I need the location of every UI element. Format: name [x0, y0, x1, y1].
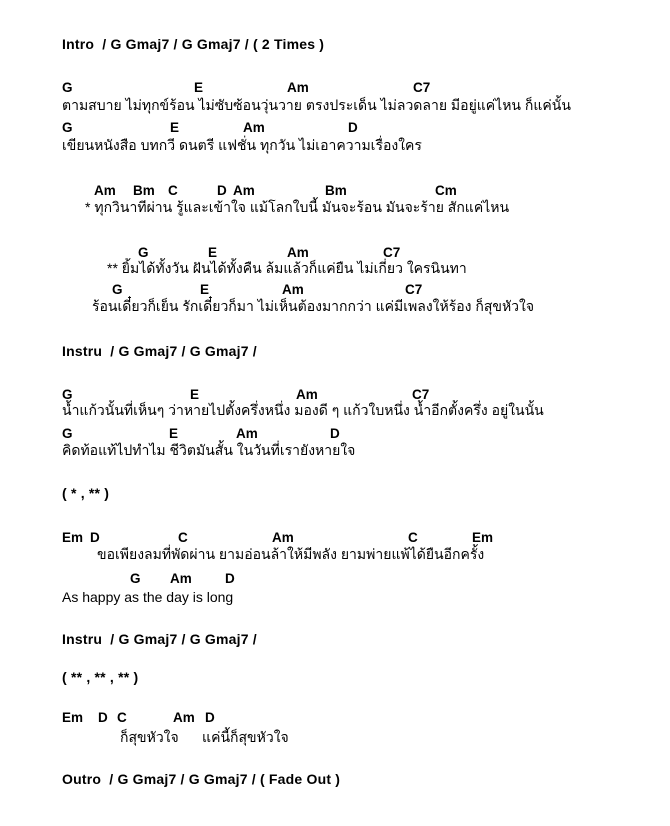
chord-em: Em [472, 530, 494, 545]
chord-d: D [330, 426, 340, 441]
chord-am: Am [296, 387, 318, 402]
chord-g: G [138, 245, 149, 260]
lyric-line: ** ยิ้มได้ทั้งวัน ฝันได้ทั้งคืน ล้มแล้วก็แค่ยืน ไม่เกี่ยว ใครนินทา [107, 260, 467, 276]
lyric-line: เขียนหนังสือ บทกวี ดนตรี แฟชั่น ทุกวัน ไม่เอาความเรื่องใคร [62, 137, 422, 153]
chord-g: G [130, 571, 141, 586]
chord-line [0, 183, 670, 199]
lyric-line: คิดท้อแท้ไปทำไม ชีวิตมันสั้น ในวันที่เรายังหายใจ [62, 442, 356, 458]
section-label: ( ** , ** , ** ) [62, 669, 139, 685]
chord-am: Am [287, 80, 309, 95]
chord-d: D [90, 530, 100, 545]
chord-am: Am [287, 245, 309, 260]
chord-am: Am [236, 426, 258, 441]
chord-d: D [348, 120, 358, 135]
chord-c7: C7 [412, 387, 430, 402]
chord-d: D [225, 571, 235, 586]
lyric-line: ขอเพียงลมที่พัดผ่าน ยามอ่อนล้าให้มีพลัง ยามพ่ายแพ้ได้ยืนอีกครั้ง [97, 546, 485, 562]
lyric-line: * ทุกวินาทีผ่าน รู้และเข้าใจ แม้โลกใบนี้ มันจะร้อน มันจะร้าย สักแค่ไหน [85, 199, 510, 215]
chord-d: D [98, 710, 108, 725]
chord-c: C [178, 530, 188, 545]
chord-g: G [62, 120, 73, 135]
section-label: Outro / G Gmaj7 / G Gmaj7 / ( Fade Out ) [62, 771, 341, 787]
chord-e: E [194, 80, 204, 95]
chord-cm: Cm [435, 183, 457, 198]
section-label: Intro / G Gmaj7 / G Gmaj7 / ( 2 Times ) [62, 36, 325, 52]
lyric-line: น้ำแก้วนั้นที่เห็นๆ ว่าหายไปตั้งครึ่งหนึ่ง มองดี ๆ แก้วใบหนึ่ง น้ำอีกตั้งครึ่ง อยู่ในนั้น [62, 402, 544, 418]
chord-line [0, 426, 670, 442]
chord-c7: C7 [413, 80, 431, 95]
chord-d: D [217, 183, 227, 198]
chord-e: E [169, 426, 179, 441]
chord-am: Am [94, 183, 116, 198]
chord-line [0, 387, 670, 403]
chord-c: C [408, 530, 418, 545]
chord-e: E [208, 245, 218, 260]
chord-d: D [205, 710, 215, 725]
chord-am: Am [170, 571, 192, 586]
section-label: Instru / G Gmaj7 / G Gmaj7 / [62, 631, 257, 647]
chord-line [0, 120, 670, 136]
chord-am: Am [243, 120, 265, 135]
chord-c: C [117, 710, 127, 725]
chord-c: C [168, 183, 178, 198]
chord-em: Em [62, 710, 84, 725]
chord-line [0, 710, 670, 726]
section-label: Instru / G Gmaj7 / G Gmaj7 / [62, 343, 257, 359]
chord-bm: Bm [325, 183, 347, 198]
chord-line [0, 245, 670, 261]
lyric-line: ร้อนเดี๋ยวก็เย็น รักเดี๋ยวก็มา ไม่เห็นต้องมากกว่า แค่มีเพลงให้ร้อง ก็สุขหัวใจ [92, 298, 535, 314]
chord-am: Am [173, 710, 195, 725]
chord-g: G [62, 426, 73, 441]
chord-e: E [170, 120, 180, 135]
chord-e: E [200, 282, 210, 297]
chord-am: Am [282, 282, 304, 297]
lyric-line: ตามสบาย ไม่ทุกข์ร้อน ไม่ซับซ้อนวุ่นวาย ตรงประเด็น ไม่ลวดลาย มีอยู่แค่ไหน ก็แค่นั้น [62, 97, 571, 113]
chord-c7: C7 [405, 282, 423, 297]
chord-g: G [62, 80, 73, 95]
chord-em: Em [62, 530, 84, 545]
lyric-line: As happy as the day is long [62, 589, 234, 605]
chord-g: G [112, 282, 123, 297]
chord-line [0, 571, 670, 587]
section-label: ( * , ** ) [62, 485, 110, 501]
chord-bm: Bm [133, 183, 155, 198]
chord-line [0, 530, 670, 546]
lyric-line: ก็สุขหัวใจ แค่นี้ก็สุขหัวใจ [120, 729, 289, 745]
chord-am: Am [272, 530, 294, 545]
chord-e: E [190, 387, 200, 402]
chord-line [0, 282, 670, 298]
chord-c7: C7 [383, 245, 401, 260]
chord-am: Am [233, 183, 255, 198]
chord-g: G [62, 387, 73, 402]
chord-line [0, 80, 670, 96]
